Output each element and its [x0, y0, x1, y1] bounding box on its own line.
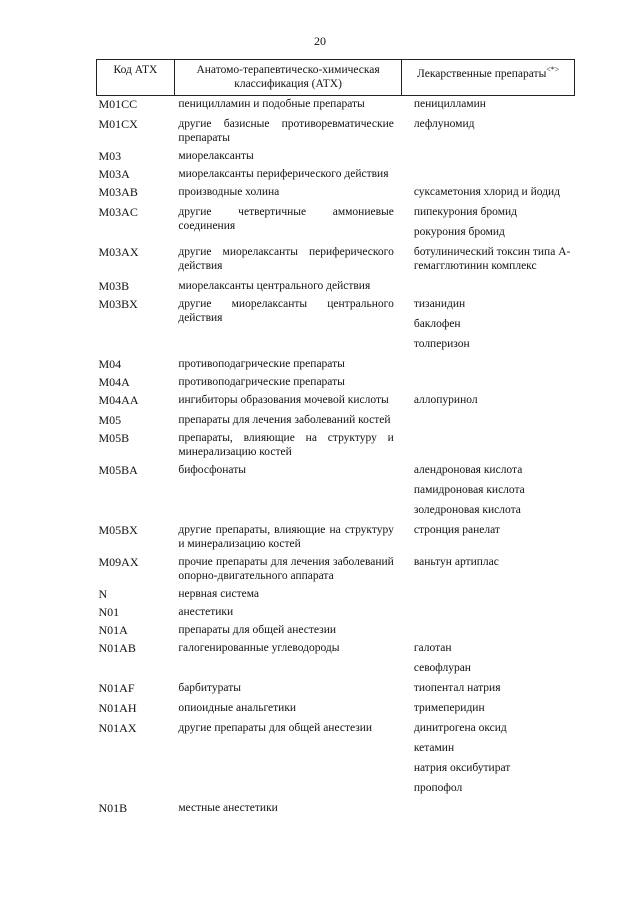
- atx-classification: другие миорелаксанты периферического действия: [178, 246, 394, 272]
- atx-classification: бифосфонаты: [178, 464, 246, 476]
- atx-code: M03AX: [98, 245, 139, 259]
- atx-classification: пеницилламин и подобные препараты: [178, 98, 365, 110]
- atx-drugs: [402, 296, 575, 356]
- atx-code: M04A: [98, 375, 130, 389]
- atx-drugs: [402, 244, 575, 278]
- drug-name: ваньтун артиплас: [413, 556, 499, 568]
- atx-classification: анестетики: [178, 606, 234, 618]
- atx-drugs: [402, 800, 575, 818]
- atx-drugs: [402, 184, 575, 204]
- footnote-marker: <*>: [546, 65, 560, 74]
- atx-classification: ингибиторы образования мочевой кислоты: [178, 394, 389, 406]
- drug-name: золедроновая кислота: [413, 504, 521, 516]
- atx-code: M03A: [98, 167, 130, 181]
- table-row: [97, 522, 575, 554]
- atx-code: M03B: [98, 279, 130, 293]
- atx-drugs: [402, 640, 575, 680]
- atx-drugs: [402, 430, 575, 462]
- atx-drugs: [402, 622, 575, 640]
- table-body: [97, 96, 575, 819]
- table-row: [97, 296, 575, 356]
- atx-code: M04: [98, 357, 122, 371]
- table-row: [97, 356, 575, 374]
- drug-name: стронция ранелат: [413, 524, 500, 536]
- table-row: [97, 412, 575, 430]
- atx-classification: препараты для лечения заболеваний костей: [178, 414, 391, 426]
- atx-drugs: [402, 412, 575, 430]
- table-row: [97, 720, 575, 800]
- atx-classification: противоподагрические препараты: [178, 376, 345, 388]
- header-code: Код АТХ: [97, 60, 175, 96]
- table-row: [97, 96, 575, 117]
- drug-name: кетамин: [413, 742, 455, 754]
- drug-name: натрия оксибутират: [413, 762, 511, 774]
- drug-name: суксаметония хлорид и йодид: [413, 186, 561, 198]
- atx-drugs: [402, 356, 575, 374]
- table-row: [97, 640, 575, 680]
- atx-code: N01AX: [98, 721, 137, 735]
- drug-name: галотан: [413, 642, 452, 654]
- drug-name: тиопентал натрия: [413, 682, 501, 694]
- atx-code: M03AC: [98, 205, 138, 219]
- table-row: [97, 622, 575, 640]
- atx-code: M05BX: [98, 523, 138, 537]
- atx-drugs: [402, 204, 575, 244]
- atx-code: M04AA: [98, 393, 139, 407]
- atx-drugs: [402, 522, 575, 554]
- table-row: [97, 374, 575, 392]
- atx-classification: прочие препараты для лечения заболеваний опорно-двигательного аппарата: [178, 556, 394, 582]
- atx-classification: миорелаксанты центрального действия: [178, 280, 371, 292]
- atx-code: N: [98, 587, 108, 601]
- atx-drugs: [402, 148, 575, 166]
- table-row: [97, 586, 575, 604]
- atx-code: M01CC: [98, 97, 138, 111]
- atx-classification: другие миорелаксанты центрального действия: [178, 298, 394, 324]
- atx-drugs: [402, 604, 575, 622]
- atx-code: M09AX: [98, 555, 139, 569]
- atx-classification: местные анестетики: [178, 802, 278, 814]
- atx-code: M03AB: [98, 185, 138, 199]
- drug-name: алендроновая кислота: [413, 464, 523, 476]
- header-drugs: [402, 60, 575, 96]
- atx-classification: другие четвертичные аммониевые соединения: [178, 206, 394, 232]
- page-number: 20: [314, 34, 326, 48]
- atx-code: M01CX: [98, 117, 138, 131]
- drug-name: рокурония бромид: [413, 226, 505, 238]
- drug-name: пеницилламин: [413, 98, 486, 110]
- atx-drugs: [402, 700, 575, 720]
- atx-drugs: [402, 680, 575, 700]
- atx-code: N01A: [98, 623, 128, 637]
- drug-name: тизанидин: [413, 298, 466, 310]
- atx-classification: опиоидные анальгетики: [178, 702, 297, 714]
- atx-drugs: [402, 166, 575, 184]
- drug-name: толперизон: [413, 338, 470, 350]
- atx-classification: другие базисные противоревматические препараты: [178, 118, 394, 144]
- atx-code: M03: [98, 149, 122, 163]
- table-row: [97, 680, 575, 700]
- atx-classification: миорелаксанты периферического действия: [178, 168, 389, 180]
- table-row: [97, 184, 575, 204]
- atx-drugs: [402, 116, 575, 148]
- atx-code: N01AF: [98, 681, 135, 695]
- table-row: [97, 430, 575, 462]
- drug-name: аллопуринол: [413, 394, 478, 406]
- atx-drugs: [402, 374, 575, 392]
- drug-name: пропофол: [413, 782, 463, 794]
- table-row: [97, 244, 575, 278]
- header-classification: Анатомо-терапевтическо-химическая классификация (АТХ): [174, 60, 402, 96]
- atx-classification: производные холина: [178, 186, 280, 198]
- drug-name: памидроновая кислота: [413, 484, 525, 496]
- table-row: [97, 462, 575, 522]
- table-row: [97, 148, 575, 166]
- atx-classification: миорелаксанты: [178, 150, 254, 162]
- atx-classification: противоподагрические препараты: [178, 358, 345, 370]
- atx-code: N01B: [98, 801, 128, 815]
- atx-code: M05B: [98, 431, 130, 445]
- atx-classification: галогенированные углеводороды: [178, 642, 340, 654]
- atx-code: N01: [98, 605, 120, 619]
- atx-classification: другие препараты, влияющие на структуру и минерализацию костей: [178, 524, 394, 550]
- table-row: [97, 700, 575, 720]
- atx-drugs: [402, 392, 575, 412]
- atx-classification: другие препараты для общей анестезии: [178, 722, 373, 734]
- atx-classification: барбитураты: [178, 682, 241, 694]
- atx-drugs: [402, 586, 575, 604]
- atx-drugs: [402, 96, 575, 117]
- table-row: [97, 278, 575, 296]
- drug-name: севофлуран: [413, 662, 471, 674]
- table-row: [97, 116, 575, 148]
- atx-code: M03BX: [98, 297, 138, 311]
- drug-name: динитрогена оксид: [413, 722, 507, 734]
- drug-name: лефлуномид: [413, 118, 475, 130]
- atx-classification: препараты, влияющие на структуру и минерализацию костей: [178, 432, 394, 458]
- atx-code: M05: [98, 413, 122, 427]
- atx-classification: препараты для общей анестезии: [178, 624, 337, 636]
- atx-drugs: [402, 462, 575, 522]
- atx-code: M05BA: [98, 463, 138, 477]
- table-row: [97, 392, 575, 412]
- table-row: [97, 166, 575, 184]
- atx-drugs: [402, 554, 575, 586]
- table-row: [97, 604, 575, 622]
- atx-table: [96, 59, 575, 818]
- drug-name: пипекурония бромид: [413, 206, 517, 218]
- table-header: [97, 60, 575, 96]
- atx-code: N01AB: [98, 641, 136, 655]
- header-drugs-label: Лекарственные препараты: [417, 67, 547, 80]
- atx-drugs: [402, 720, 575, 800]
- table-row: [97, 204, 575, 244]
- drug-name: тримеперидин: [413, 702, 485, 714]
- drug-name: ботулинический токсин типа A-гемагглютинин комплекс: [413, 246, 571, 272]
- table-row: [97, 800, 575, 818]
- table-row: [97, 554, 575, 586]
- drug-name: баклофен: [413, 318, 461, 330]
- atx-drugs: [402, 278, 575, 296]
- atx-classification: нервная система: [178, 588, 260, 600]
- atx-code: N01AH: [98, 701, 137, 715]
